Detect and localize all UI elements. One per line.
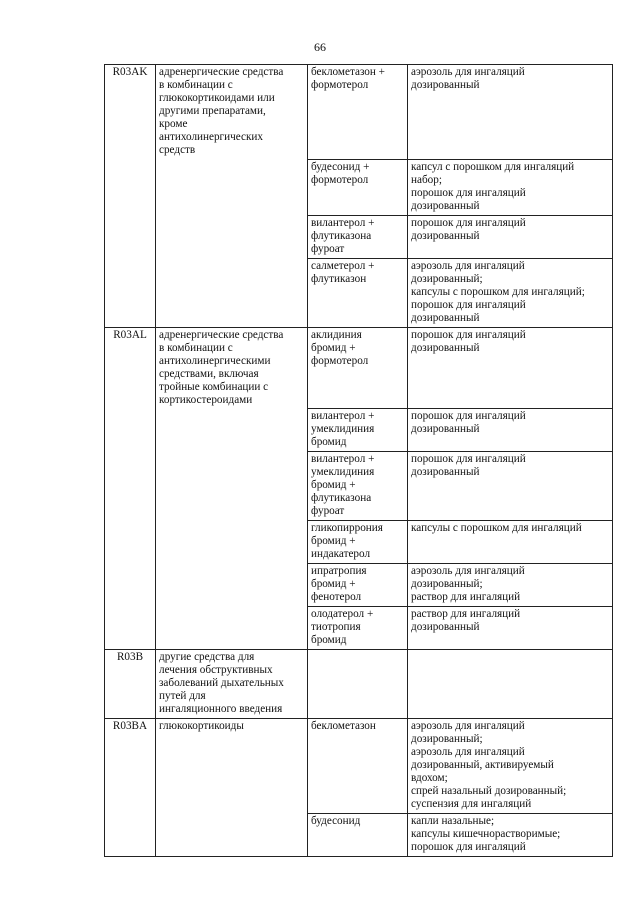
- atc-code: [105, 521, 156, 564]
- dosage-form: аэрозоль для ингаляций дозированный; аэрозоль для ингаляций дозированный, активируемый вдохом; спрей назальный дозированный; суспензия для ингаляций: [408, 719, 613, 814]
- table-row: [105, 327, 613, 409]
- atc-code: R03AL: [105, 327, 156, 409]
- drug-name: олодатерол + тиотропия бромид: [308, 607, 408, 650]
- table-body: [105, 65, 613, 857]
- group-name: [156, 564, 308, 607]
- dosage-form: порошок для ингаляций дозированный: [408, 215, 613, 258]
- group-name: адренергические средства в комбинации с глюкокортикоидами или другими препаратами, кроме антихолинергических средств: [156, 65, 308, 160]
- group-name: [156, 521, 308, 564]
- drug-name: аклидиния бромид + формотерол: [308, 327, 408, 409]
- group-name: другие средства для лечения обструктивных заболеваний дыхательных путей для ингаляционного введения: [156, 650, 308, 719]
- drug-name: [308, 650, 408, 719]
- table-row: [105, 521, 613, 564]
- atc-code: [105, 159, 156, 215]
- atc-code: [105, 607, 156, 650]
- table-row: [105, 607, 613, 650]
- dosage-form: капли назальные; капсулы кишечнорастворимые; порошок для ингаляций: [408, 814, 613, 857]
- table-row: [105, 452, 613, 521]
- atc-code: [105, 258, 156, 327]
- table-row: [105, 650, 613, 719]
- drug-classification-table: [104, 64, 613, 857]
- drug-name: вилантерол + умеклидиния бромид + флутиказона фуроат: [308, 452, 408, 521]
- drug-name: вилантерол + умеклидиния бромид: [308, 409, 408, 452]
- group-name: [156, 607, 308, 650]
- atc-code: [105, 215, 156, 258]
- group-name: адренергические средства в комбинации с антихолинергическими средствами, включая тройные комбинации с кортикостероидами: [156, 327, 308, 409]
- atc-code: R03BA: [105, 719, 156, 814]
- table-row: [105, 409, 613, 452]
- dosage-form: порошок для ингаляций дозированный: [408, 409, 613, 452]
- atc-code: [105, 564, 156, 607]
- atc-code: R03B: [105, 650, 156, 719]
- group-name: [156, 215, 308, 258]
- table-row: [105, 258, 613, 327]
- dosage-form: аэрозоль для ингаляций дозированный; капсулы с порошком для ингаляций; порошок для ингаляций дозированный: [408, 258, 613, 327]
- table-row: [105, 564, 613, 607]
- drug-name: вилантерол + флутиказона фуроат: [308, 215, 408, 258]
- atc-code: [105, 814, 156, 857]
- page-number: 66: [314, 40, 326, 54]
- dosage-form: аэрозоль для ингаляций дозированный: [408, 65, 613, 160]
- dosage-form: раствор для ингаляций дозированный: [408, 607, 613, 650]
- drug-name: беклометазон + формотерол: [308, 65, 408, 160]
- dosage-form: капсулы с порошком для ингаляций: [408, 521, 613, 564]
- drug-name: салметерол + флутиказон: [308, 258, 408, 327]
- table-row: [105, 215, 613, 258]
- group-name: [156, 409, 308, 452]
- drug-name: будесонид + формотерол: [308, 159, 408, 215]
- dosage-form: аэрозоль для ингаляций дозированный; раствор для ингаляций: [408, 564, 613, 607]
- group-name: [156, 258, 308, 327]
- group-name: [156, 814, 308, 857]
- group-name: глюкокортикоиды: [156, 719, 308, 814]
- dosage-form: капсул с порошком для ингаляций набор; порошок для ингаляций дозированный: [408, 159, 613, 215]
- dosage-form: порошок для ингаляций дозированный: [408, 452, 613, 521]
- drug-name: ипратропия бромид + фенотерол: [308, 564, 408, 607]
- dosage-form: [408, 650, 613, 719]
- drug-name: гликопиррония бромид + индакатерол: [308, 521, 408, 564]
- dosage-form: порошок для ингаляций дозированный: [408, 327, 613, 409]
- table-row: [105, 814, 613, 857]
- drug-name: беклометазон: [308, 719, 408, 814]
- atc-code: [105, 409, 156, 452]
- atc-code: R03AK: [105, 65, 156, 160]
- group-name: [156, 159, 308, 215]
- table-row: [105, 719, 613, 814]
- table-row: [105, 159, 613, 215]
- atc-code: [105, 452, 156, 521]
- group-name: [156, 452, 308, 521]
- table-row: [105, 65, 613, 160]
- drug-name: будесонид: [308, 814, 408, 857]
